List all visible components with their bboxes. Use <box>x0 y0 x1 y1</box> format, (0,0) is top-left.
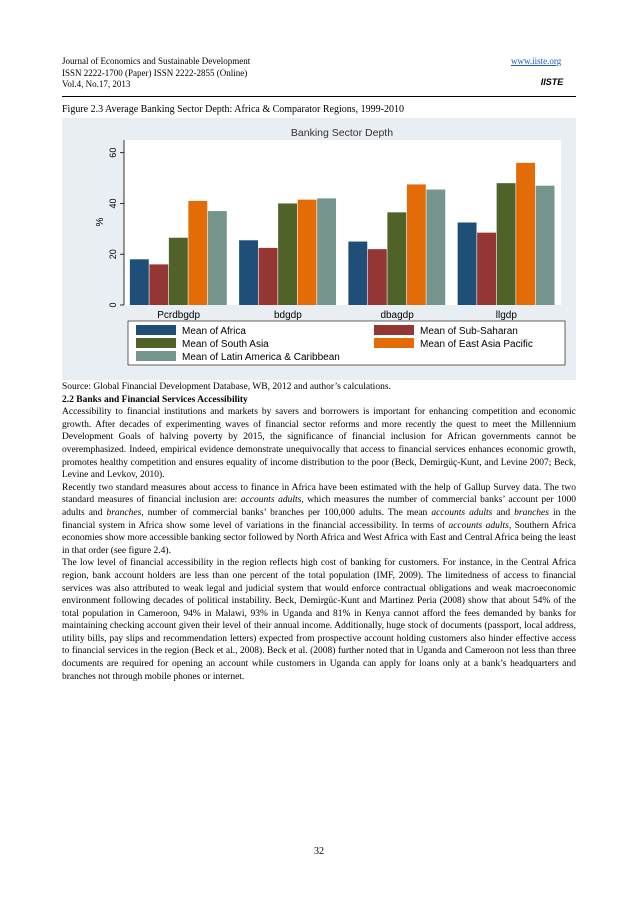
paragraph-1: Accessibility to financial institutions and markets by savers and borrowers is important for enhancing competition and economic growth. After decades of experimenting waves of financial sector reforms and more recently the quest to meet the Millennium Development Goals of halving poverty by 2015, the significance of financial inclusion for African governments cannot be overemphasized. Indeed, empirical evidence demonstrate unequivocally that access to financial services enhances economic growth, promotes healthy competition and ensures equality of income distribution to the poor (Beck, Demirgüç-Kunt, and Levine 2007; Beck, Levine and Levkov, 2010). <box>62 407 576 481</box>
iiste-logo-icon <box>540 70 564 90</box>
legend-swatch <box>374 338 414 348</box>
bar <box>130 259 149 305</box>
banking-depth-chart <box>62 118 576 380</box>
bar <box>368 249 387 305</box>
page-number: 32 <box>314 846 324 857</box>
bar <box>348 242 367 305</box>
section-heading: 2.2 Banks and Financial Services Accessibility <box>62 394 248 405</box>
bar <box>497 183 516 305</box>
bar <box>477 233 496 305</box>
p2-em-accounts-adults-3: accounts adults, <box>448 520 512 531</box>
bar <box>239 240 258 305</box>
journal-url-link[interactable]: www.iiste.org <box>511 56 562 66</box>
journal-name: Journal of Economics and Sustainable Development <box>62 56 251 66</box>
y-tick-label: 20 <box>108 249 118 260</box>
p2-text-f: Southern Africa economies show more accessible banking sector followed by North Africa and West Africa with East and Central Africa being the least in that order (see figure 2.4). <box>62 520 576 556</box>
bar <box>426 190 445 306</box>
legend-label: Mean of Sub-Saharan <box>420 326 518 337</box>
bar <box>278 203 297 305</box>
p2-text-a: Recently two standard measures about access to finance in Africa have been estimated with the help of Gallup Survey data. The two standard measures of financial inclusion are: <box>62 482 576 506</box>
svg-text:IISTE: IISTE <box>540 77 564 87</box>
x-tick-label: dbagdp <box>380 310 414 321</box>
figure-source: Source: Global Financial Development Database, WB, 2012 and author’s calculations. <box>62 382 391 392</box>
p2-em-accounts-adults: accounts adults <box>240 495 302 506</box>
bar <box>407 184 426 305</box>
bar <box>516 163 535 305</box>
bar <box>188 201 207 305</box>
p2-text-d: and <box>492 507 515 518</box>
p2-text-c: number of commercial banks’ branches per 100,000 adults. The mean <box>143 507 432 518</box>
bar <box>208 211 227 305</box>
legend-swatch <box>136 351 176 361</box>
legend-label: Mean of South Asia <box>182 339 269 350</box>
legend-swatch <box>136 338 176 348</box>
bar <box>169 238 188 305</box>
bar <box>149 264 168 305</box>
bar <box>317 198 336 305</box>
y-tick-label: 60 <box>108 147 118 158</box>
p2-em-branches: branches, <box>106 507 144 518</box>
paragraph-2 <box>62 482 576 558</box>
p2-em-branches-2: branches <box>514 507 549 518</box>
paragraph-3: The low level of financial accessibility in the region reflects high cost of banking for customers. For instance, in the Central Africa region, bank account holders are less than one percent of the total population (IMF, 2009). The limitedness of access to financial services was also attributed to weak legal and judicial system that would enforce contractual obligations and weak macroeconomic environment following decades of political instability. Beck, Demirgüc-Kunt and Martinez Peria (2008) show that about 54% of the total population in Cameroon, 94% in Malawi, 93% in Uganda and 81% in Kenya cannot afford the fees demanded by banks for maintaining checking account given their level of their annual income. Additionally, huge stock of documents (passport, local address, utility bills, pay slips and recommendation letters) expected from prospective account holding customers also hinder effective access to financial services in the region (Beck et al., 2008). Beck et al. (2008) further noted that in Uganda and Cameroon not less than three documents are required for opening an account while customers in Uganda can apply for loans only at a bank’s headquarters and branches not through mobile phones or internet. <box>62 558 576 682</box>
x-tick-label: llgdp <box>495 310 517 321</box>
journal-volume: Vol.4, No.17, 2013 <box>62 79 131 89</box>
bar <box>387 212 406 305</box>
y-tick-label: 40 <box>108 198 118 209</box>
header-rule <box>62 96 576 97</box>
y-axis-label: % <box>95 217 106 227</box>
legend-label: Mean of Latin America & Caribbean <box>182 352 340 363</box>
chart-title: Banking Sector Depth <box>290 127 394 139</box>
journal-issn: ISSN 2222-1700 (Paper) ISSN 2222-2855 (Online) <box>62 67 248 78</box>
bar <box>458 223 477 306</box>
legend-swatch <box>136 325 176 335</box>
x-tick-label: Pcrdbgdp <box>157 310 201 321</box>
journal-header <box>62 56 250 91</box>
bar <box>259 248 278 305</box>
body-text <box>62 381 576 683</box>
legend-label: Mean of Africa <box>182 326 246 337</box>
legend-label: Mean of East Asia Pacific <box>420 339 533 350</box>
bar <box>298 200 317 305</box>
p2-em-accounts-adults-2: accounts adults <box>431 507 493 518</box>
p2-text-b: , which measures the number of commercial banks’ account per 1000 adults and <box>62 495 577 518</box>
chart-panel <box>62 118 576 380</box>
legend-swatch <box>374 325 414 335</box>
x-tick-label: bdgdp <box>273 310 302 321</box>
p2-text-e: in the financial system in Africa show some level of variations in the financial accessibility. In terms of <box>62 507 576 531</box>
bar <box>536 186 555 305</box>
y-tick-label: 0 <box>108 302 118 308</box>
figure-caption: Figure 2.3 Average Banking Sector Depth: Africa & Comparator Regions, 1999-2010 <box>62 104 404 115</box>
